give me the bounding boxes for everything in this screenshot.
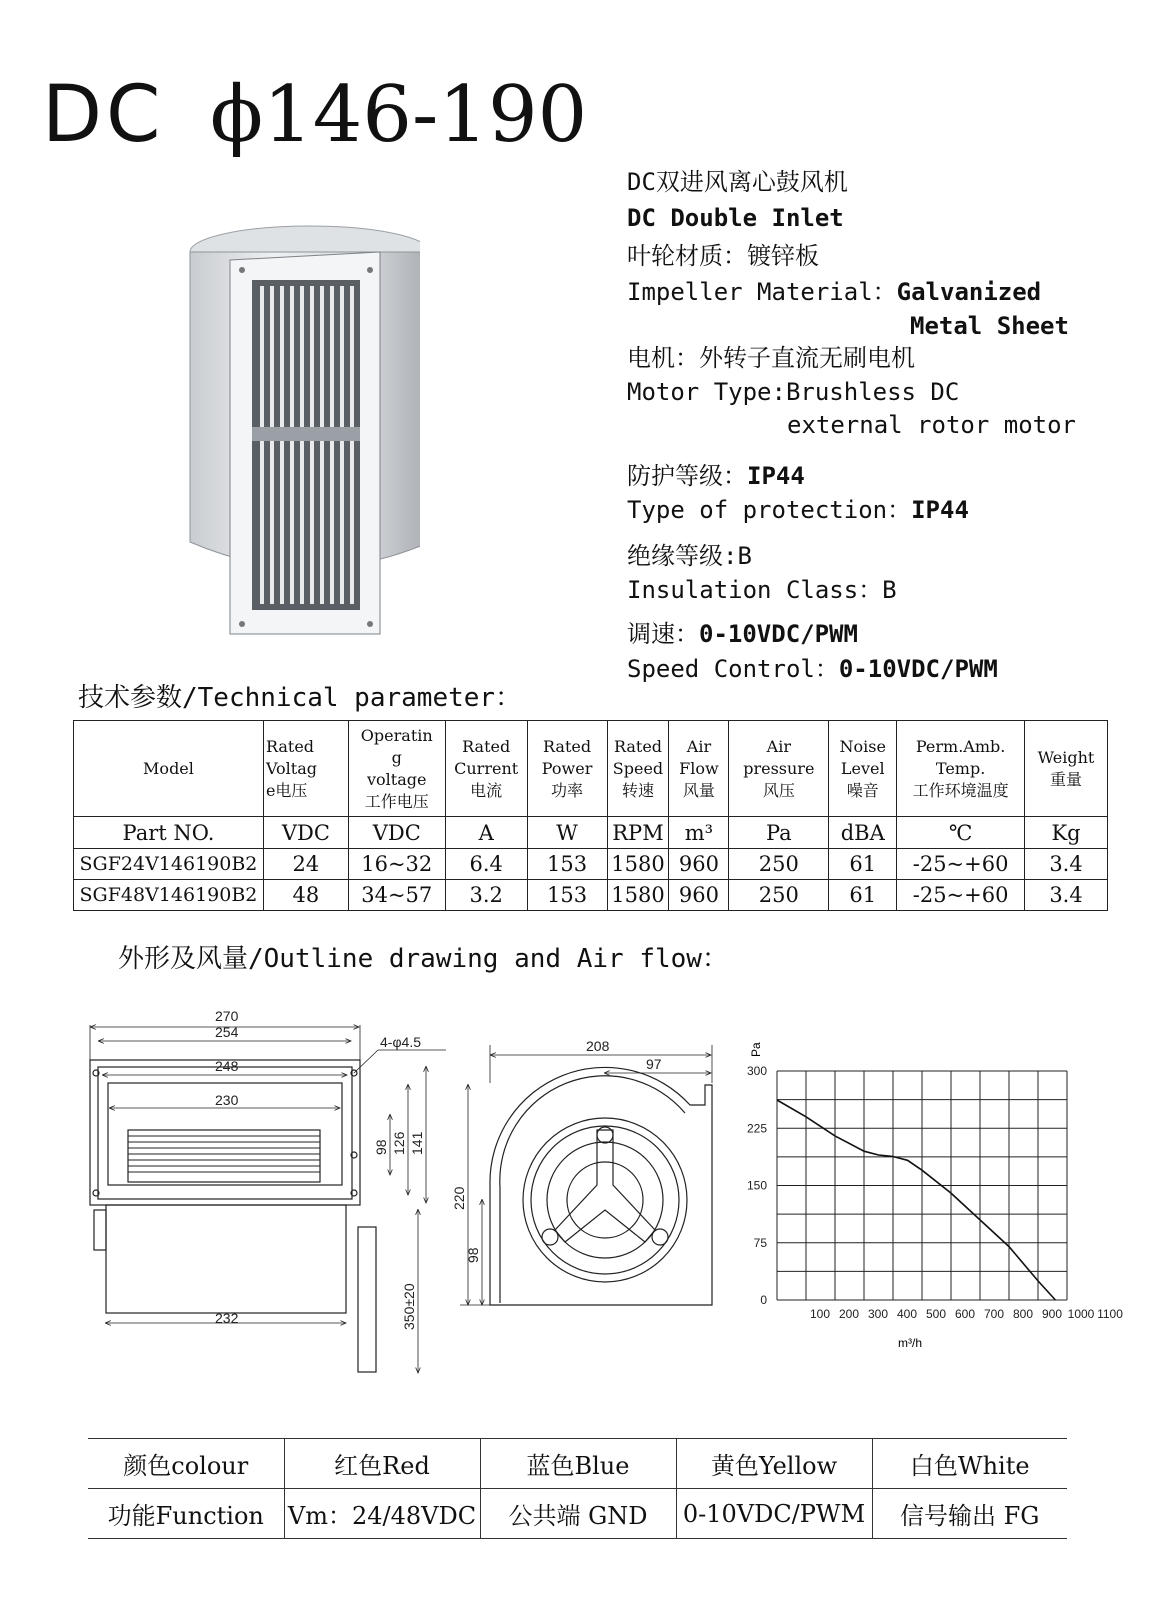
airflow-chart	[747, 1042, 1123, 1350]
header-weight: Weight 重量	[1025, 721, 1108, 817]
spec-protection-en-value: IP44	[911, 496, 969, 524]
unit-cell: W	[527, 817, 607, 849]
table-cell: 960	[669, 880, 729, 911]
unit-cell: RPM	[607, 817, 669, 849]
header-rated-current: Rated Current 电流	[445, 721, 527, 817]
spec-motor-en2: external rotor motor	[787, 411, 1076, 439]
unit-cell: A	[445, 817, 527, 849]
table-cell: 16~32	[348, 849, 445, 880]
outline-drawings	[80, 1005, 1130, 1385]
outline-heading: 外形及风量/Outline drawing and Air flow：	[118, 944, 728, 974]
dim-label: 270	[215, 1008, 239, 1024]
spec-impeller-en	[627, 275, 1041, 309]
wire-color-table	[88, 1438, 1067, 1539]
spec-protection-cn	[627, 459, 805, 493]
chart-y-tick: 75	[753, 1235, 767, 1250]
chart-y-tick: 300	[746, 1064, 767, 1078]
parameters-table	[73, 720, 1108, 911]
dim-label: 97	[646, 1056, 662, 1072]
chart-x-tick: 700	[983, 1307, 1005, 1321]
chart-x-tick: 400	[896, 1307, 918, 1321]
table-cell: 1580	[607, 880, 669, 911]
header-rated-speed: Rated Speed 转速	[607, 721, 669, 817]
dim-label: 230	[215, 1092, 239, 1108]
dim-label: 141	[409, 1131, 425, 1155]
spec-name-en: DC Double Inlet	[627, 204, 844, 232]
table-cell: 34~57	[348, 880, 445, 911]
table-header-row	[74, 721, 1108, 817]
dim-label: 220	[451, 1186, 467, 1210]
spec-protection-en-label: Type of protection：	[627, 496, 912, 524]
unit-cell: Kg	[1025, 817, 1108, 849]
title-model: ϕ146-190	[210, 70, 588, 160]
spec-speed-cn-value: 0-10VDC/PWM	[699, 620, 858, 648]
table-cell: -25~+60	[897, 880, 1025, 911]
table-cell: 信号输出 FG	[872, 1489, 1067, 1539]
spec-impeller-en-label: Impeller Material：	[627, 278, 897, 306]
table-row	[74, 880, 1108, 911]
unit-cell: Part NO.	[74, 817, 264, 849]
header-air-flow: Air Flow 风量	[669, 721, 729, 817]
unit-cell: VDC	[348, 817, 445, 849]
header-model: Model	[74, 721, 264, 817]
spec-impeller-en-value: Galvanized	[896, 278, 1042, 306]
dim-label: 248	[215, 1058, 239, 1074]
header-operating-voltage: Operatin g voltage 工作电压	[348, 721, 445, 817]
spec-protection-en	[627, 493, 969, 527]
spec-speed-en-value: 0-10VDC/PWM	[838, 655, 998, 683]
table-cell: 48	[263, 880, 348, 911]
table-cell: 3.4	[1025, 880, 1108, 911]
side-view-drawing	[460, 1045, 712, 1305]
table-cell: 960	[669, 849, 729, 880]
header-rated-power: Rated Power 功率	[527, 721, 607, 817]
table-cell: SGF48V146190B2	[74, 880, 264, 911]
dim-label: 350±20	[401, 1283, 417, 1330]
table-cell: 61	[829, 880, 897, 911]
chart-x-tick: 300	[867, 1307, 889, 1321]
unit-cell: Pa	[729, 817, 829, 849]
table-cell: SGF24V146190B2	[74, 849, 264, 880]
chart-x-tick: 900	[1041, 1307, 1063, 1321]
unit-cell: dBA	[829, 817, 897, 849]
table-cell: 250	[729, 880, 829, 911]
dim-label: 208	[586, 1038, 610, 1054]
tech-param-heading: 技术参数/Technical parameter：	[78, 683, 522, 713]
table-cell: 红色Red	[284, 1439, 480, 1489]
chart-y-tick: 0	[760, 1293, 767, 1307]
table-cell: 白色White	[872, 1439, 1067, 1489]
chart-x-tick: 500	[925, 1307, 947, 1321]
dim-label: 98	[373, 1139, 389, 1155]
dim-label: 126	[391, 1131, 407, 1155]
spec-name-cn: DC双进风离心鼓风机	[627, 168, 848, 196]
dim-label: 98	[465, 1247, 481, 1263]
chart-x-tick: 1000	[1067, 1307, 1095, 1321]
unit-cell: ℃	[897, 817, 1025, 849]
table-row	[88, 1439, 1067, 1489]
chart-x-tick: 800	[1012, 1307, 1034, 1321]
table-row	[88, 1489, 1067, 1539]
header-air-pressure: Air pressure 风压	[729, 721, 829, 817]
spec-speed-cn-label: 调速：	[627, 620, 699, 648]
table-cell: 公共端 GND	[480, 1489, 676, 1539]
chart-x-tick: 600	[954, 1307, 976, 1321]
chart-series-line	[777, 1100, 1055, 1300]
chart-x-tick: 200	[838, 1307, 860, 1321]
front-view-drawing	[90, 1025, 446, 1373]
spec-motor-en: Motor Type:Brushless DC	[627, 378, 960, 406]
table-row	[74, 849, 1108, 880]
chart-y-tick: 150	[746, 1178, 767, 1193]
blower-product-image	[170, 222, 420, 642]
table-cell: 1580	[607, 849, 669, 880]
spec-speed-en-label: Speed Control：	[627, 655, 839, 683]
table-cell: 3.4	[1025, 849, 1108, 880]
dim-label: 254	[215, 1024, 239, 1040]
dim-label: 4-φ4.5	[380, 1034, 421, 1050]
table-cell: 颜色colour	[88, 1439, 284, 1489]
spec-insulation-en: Insulation Class：B	[627, 576, 897, 604]
spec-impeller-cn: 叶轮材质：镀锌板	[627, 242, 819, 270]
chart-x-tick: 1100	[1097, 1307, 1123, 1321]
table-cell: 61	[829, 849, 897, 880]
spec-speed-cn	[627, 617, 858, 651]
spec-insulation-cn: 绝缘等级:B	[627, 542, 752, 570]
table-cell: 153	[527, 849, 607, 880]
units-row	[74, 817, 1108, 849]
table-cell: 功能Function	[88, 1489, 284, 1539]
chart-y-tick: 225	[746, 1121, 767, 1136]
header-rated-voltage: Rated Voltag e电压	[263, 721, 348, 817]
chart-ylabel: Pa	[749, 1042, 763, 1057]
table-cell: 250	[729, 849, 829, 880]
spec-impeller-en-value2: Metal Sheet	[910, 312, 1069, 340]
chart-xlabel: m³/h	[898, 1336, 922, 1350]
table-cell: 蓝色Blue	[480, 1439, 676, 1489]
spec-protection-cn-value: IP44	[747, 462, 805, 490]
unit-cell: m³	[669, 817, 729, 849]
spec-motor-cn: 电机：外转子直流无刷电机	[627, 344, 915, 372]
unit-cell: VDC	[263, 817, 348, 849]
table-cell: 153	[527, 880, 607, 911]
title-prefix: DC	[42, 70, 165, 160]
spec-protection-cn-label: 防护等级：	[627, 462, 747, 490]
header-ambient-temp: Perm.Amb. Temp. 工作环境温度	[897, 721, 1025, 817]
table-cell: -25~+60	[897, 849, 1025, 880]
table-cell: 0-10VDC/PWM	[676, 1489, 872, 1539]
table-cell: 黄色Yellow	[676, 1439, 872, 1489]
header-noise-level: Noise Level 噪音	[829, 721, 897, 817]
table-cell: 6.4	[445, 849, 527, 880]
table-cell: 3.2	[445, 880, 527, 911]
table-cell: 24	[263, 849, 348, 880]
table-cell: Vm：24/48VDC	[284, 1489, 480, 1539]
dim-label: 232	[215, 1310, 239, 1326]
chart-x-tick: 100	[809, 1307, 831, 1321]
spec-speed-en	[627, 652, 998, 686]
